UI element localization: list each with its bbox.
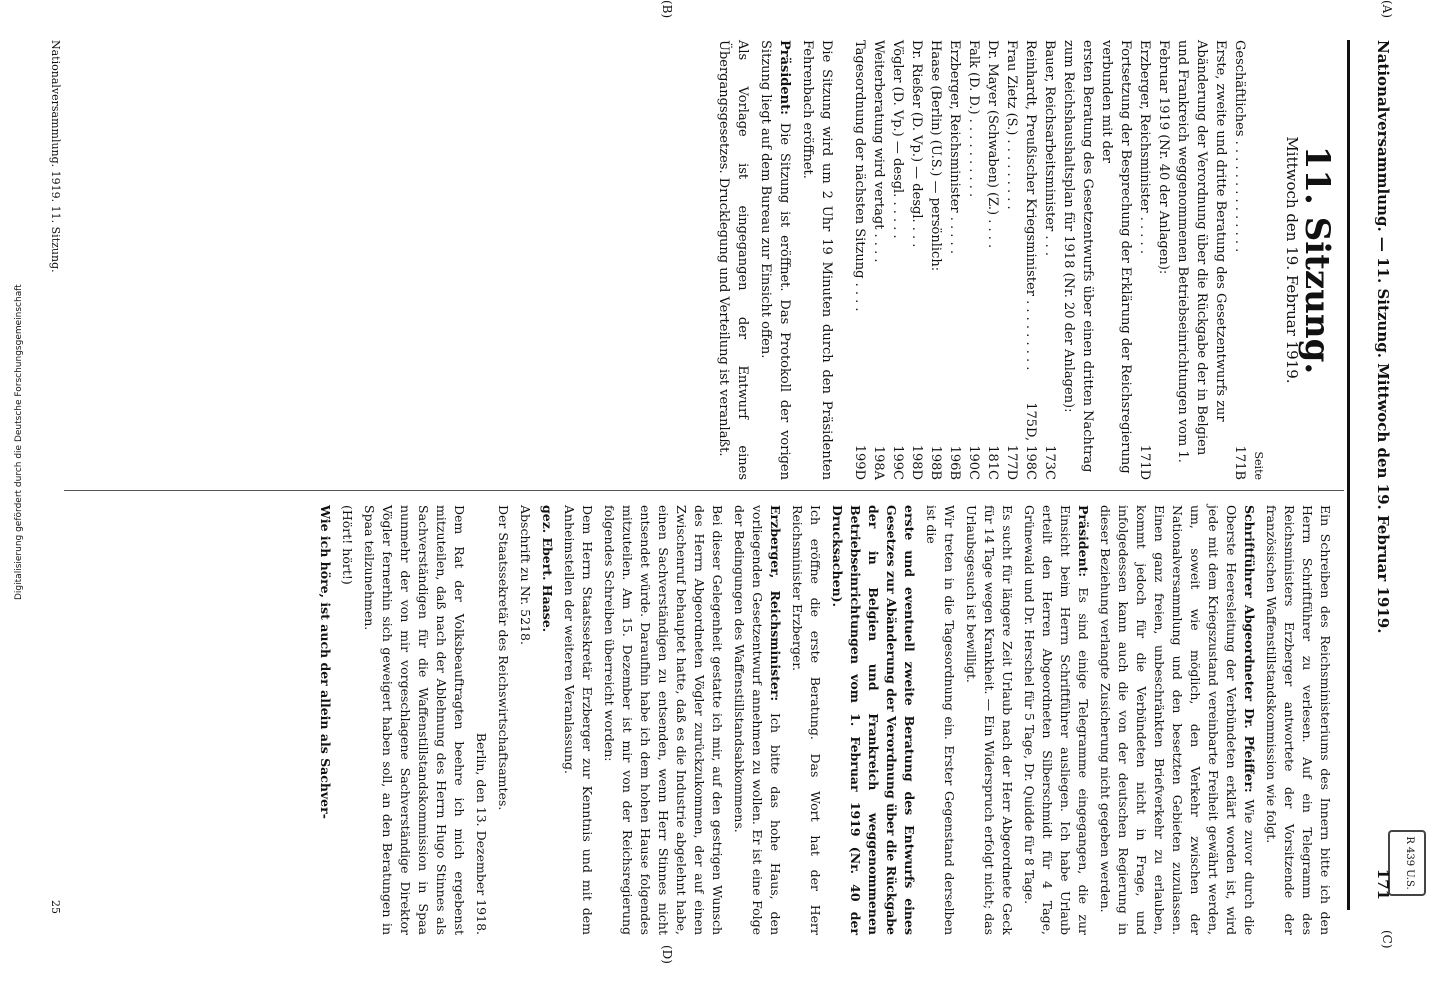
column-separator bbox=[64, 490, 1344, 491]
toc-entry: Bauer, Reichsarbeitsminister . . . 173C bbox=[1042, 40, 1057, 480]
opening-text: Die Sitzung wird um 2 Uhr 19 Minuten durch den Präsidenten Fehrenbach eröffnet. bbox=[800, 40, 834, 480]
toc-entry: Geschäftliches . . . . . . . . . . . . . . 171B bbox=[1232, 40, 1247, 480]
paragraph-5: Wir treten in die Tagesordnung ein. Erster Gegenstand derselben ist die bbox=[924, 505, 957, 935]
library-stamp: R 439 U.S. bbox=[1388, 830, 1426, 896]
session-date: Mittwoch den 19. Februar 1919. bbox=[1283, 136, 1301, 384]
toc-entry: Dr. Rießer (D. Vp.) — desgl. . . . 198D bbox=[909, 40, 924, 480]
margin-marker-a: (A) bbox=[1380, 0, 1394, 19]
margin-marker-d: (D) bbox=[660, 945, 674, 964]
paragraph-8: Erzberger, Reichsminister: Ich bitte das hohe Haus, den vorliegenden Gesetzentwurf annehmen zu wollen. Er ist eine Folge der Bedingungen des Waffenstillstandsabkommens. bbox=[732, 505, 783, 935]
toc-entry: Falk (D. D.) . . . . . . . . . . 190C bbox=[966, 40, 981, 480]
page-number: 171 bbox=[1374, 868, 1392, 900]
paragraph-14: Dem Rat der Volksbeauftragten beehre ich mich ergebenst mitzuteilen, daß nach der Ablehnung des Herrn Hugo Stinnes als Sachverständigen für die Waffenstillstandskommission in Spaa nunmehr der von mir vorgeschlagene Sachverständige Direktor Vögler fernerhin sich geweigert haben soll, an den Beratungen in Spaa teilzunehmen. bbox=[362, 505, 467, 935]
toc-entry: Erste, zweite und dritte Beratung des Gesetzentwurfs zur Abänderung der Verordnung über die Rückgabe der in Belgien und Frankreich weggenommenen Betriebseinrichtungen vom 1. Februar 1919 (Nr. 40 der Anlagen): bbox=[1156, 40, 1228, 463]
toc-entry: Dr. Mayer (Schwaben) (Z.) . . . . 181C bbox=[985, 40, 1000, 480]
paragraph-15: (Hört! hört!) bbox=[340, 505, 355, 585]
toc-entry: Weiterberatung wird vertagt . . . . 198A bbox=[871, 40, 886, 480]
toc-entry: Fortsetzung der Besprechung der Erklärung der Reichsregierung bbox=[1118, 40, 1133, 474]
header-left: Nationalversammlung. — 11. Sitzung. Mittwoch den 19. Februar 1919. bbox=[1374, 40, 1392, 634]
toc-entry: Tagesordnung der nächsten Sitzung . . . . 199D bbox=[852, 40, 867, 480]
toc-entry: Haase (Berlin) (U.S.) — persönlich: 198B bbox=[928, 40, 943, 480]
margin-marker-b: (B) bbox=[660, 0, 674, 19]
paragraph-11: Abschrift zu Nr. 5218. bbox=[518, 505, 533, 645]
president-text: Die Sitzung ist eröffnet. Das Protokoll der vorigen Sitzung liegt auf dem Bureau zur Einsicht offen. bbox=[758, 40, 792, 480]
paragraph-12: Der Staatssekretär des Reichswirtschaftsamtes. bbox=[496, 505, 511, 811]
table-of-contents bbox=[850, 40, 1249, 480]
toc-entry: verbunden mit der bbox=[1099, 40, 1114, 163]
toc-entry: Frau Zietz (S.) . . . . . . . . . 177D bbox=[1004, 40, 1019, 480]
paragraph-13: Berlin, den 13. Dezember 1918. bbox=[474, 732, 489, 935]
paragraph-9: Bei dieser Gelegenheit gestatte ich mir, auf den gestrigen Wunsch des Herrn Abgeordneten Vögler zurückzukommen, der auf einen Zwischenruf behauptet hatte, daß es die Industrie abgelehnt habe, einen Sachverständigen zu entsenden, wenn Herr Stinnes nicht entsendet würde. Daraufhin habe ich dem hohen Hause folgendes mitzuteilen. Am 15. Dezember ist mir von der Reichsregierung folgendes Schreiben überreicht worden: bbox=[602, 505, 725, 935]
paragraph-3: Präsident: Es sind einige Telegramme eingegangen, die zur Einsicht beim Herrn Schriftführer ausliegen. Ich habe Urlaub erteilt den Herren Abgeordneten Silberschmidt für 4 Tage, Grünewald und Dr. Herschel für 5 Tage, Dr. Quidde für 8 Tage. bbox=[1022, 505, 1091, 935]
paragraph-16: Wie ich höre, ist auch der allein als Sachver- bbox=[318, 505, 333, 819]
left-column bbox=[710, 40, 1337, 480]
header-rule bbox=[1347, 40, 1350, 910]
toc-seite-label: Seite bbox=[1252, 451, 1265, 480]
toc-entry: Reinhardt, Preußischer Kriegsminister . . . . . . . . . 175D, 198C bbox=[1023, 40, 1038, 480]
side-note: Digitalisierung gefördert durch die Deutsche Forschungsgemeinschaft bbox=[14, 284, 24, 600]
vorlage-text: Als Vorlage ist eingegangen der Entwurf eines Übergangsgesetzes. Drucklegung und Verteilung ist veranlaßt. bbox=[716, 40, 750, 480]
paragraph-4: Es sucht für längere Zeit Urlaub nach der Herr Abgeordnete Geck für 14 Tage wegen Krankheit. — Ein Widerspruch erfolgt nicht; das Urlaubsgesuch ist bewilligt. bbox=[964, 505, 1015, 935]
toc-entry: Erzberger, Reichsminister . . . . . 196B bbox=[947, 40, 962, 480]
toc-entry: Erzberger, Reichsminister . . . . . 171D bbox=[1137, 40, 1152, 480]
paragraph-6: erste und eventuell zweite Beratung des Entwurfs eines Gesetzes zur Abänderung der Verordnung über die Rückgabe der in Belgien und Frankreich weggenommenen Betriebseinrichtungen vom 1. Februar 1919 (Nr. 40 der Drucksachen). bbox=[830, 505, 917, 935]
right-column bbox=[312, 505, 1334, 935]
president-paragraph bbox=[756, 40, 794, 480]
folio-number: 25 bbox=[49, 900, 62, 914]
paragraph-2: Schriftführer Abgeordneter Dr. Pfeiffer: Wie zuvor durch die Oberste Heeresleitung der Verbündeten erklärt worden ist, wird jede mit dem Kriegszustand vereinbarte Freiheit gewährt werden, um, soweit wie möglich, den Verkehr zwischen der Nationalversammlung und den besetzten Gebieten zuzulassen. Einen ganz freien, unbeschränkten Briefverkehr zu erlauben, kommt jedoch für die Verbündeten nicht in Frage, und infolgedessen kann auch die von der deutschen Regierung in dieser Beziehung verlangte Zusicherung nicht gegeben werden. bbox=[1098, 505, 1257, 935]
session-title: 11. Sitzung. bbox=[1297, 145, 1337, 375]
paragraph-7: Ich eröffne die erste Beratung. Das Wort hat der Herr Reichsminister Erzberger. bbox=[790, 505, 823, 935]
toc-entry: Vögler (D. Vp.) — desgl. . . . . . 199C bbox=[890, 40, 905, 480]
paragraph-1: Ein Schreiben des Reichsministeriums des Innern bitte ich den Herrn Schriftführer zu verlesen. Auf ein Telegramm des Reichsministers Erzberger antwortete der Vorsitzende der französischen Waffenstillstandskommission wie folgt. bbox=[1264, 505, 1333, 935]
paragraph-10: Dem Herrn Staatssekretär Erzberger zur Kenntnis und mit dem Anheimstellen der weiteren Veranlassung. bbox=[562, 505, 595, 935]
signature: gez. Ebert. Haase. bbox=[540, 505, 555, 633]
toc-entry: ersten Beratung des Gesetzentwurfs über einen dritten Nachtrag zum Reichshaushaltsplan für 1918 (Nr. 20 der Anlagen): bbox=[1061, 40, 1095, 473]
speaker-label: Präsident: bbox=[777, 40, 792, 115]
page-footer: Nationalversammlung. 1919. 11. Sitzung. bbox=[49, 40, 62, 273]
margin-marker-c: (C) bbox=[1380, 930, 1394, 949]
